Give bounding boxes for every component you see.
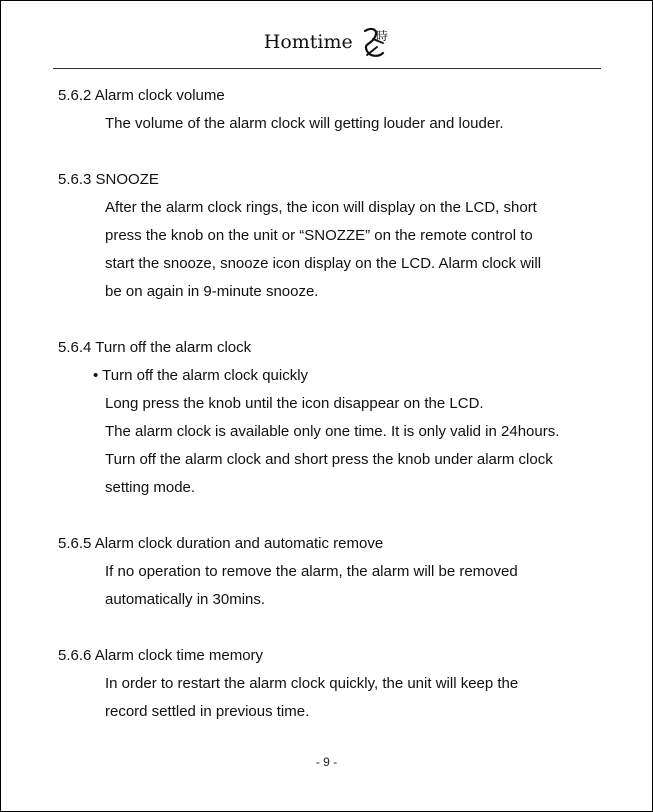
page-number: - 9 - — [315, 755, 338, 769]
logo-wordmark: Homtime — [263, 30, 353, 53]
section-text: Long press the knob until the icon disappear on the LCD. — [105, 395, 484, 412]
header-divider — [53, 68, 601, 69]
section-text: press the knob on the unit or “SNOZZE” on the remote control to — [105, 227, 533, 244]
logo-glyph: 時 — [376, 29, 389, 43]
section-heading: 5.6.6 Alarm clock time memory — [58, 647, 264, 664]
section-heading: 5.6.4 Turn off the alarm clock — [58, 339, 252, 356]
section-text: The volume of the alarm clock will getting louder and louder. — [105, 115, 504, 132]
section-heading: 5.6.2 Alarm clock volume — [58, 87, 225, 104]
logo-glyph-icon — [359, 25, 389, 66]
bullet-item: • Turn off the alarm clock quickly — [93, 367, 309, 384]
section-text: setting mode. — [105, 479, 196, 496]
brand-logo — [1, 25, 652, 63]
section-text: automatically in 30mins. — [105, 591, 266, 608]
section-text: be on again in 9-minute snooze. — [105, 283, 319, 300]
section-text: After the alarm clock rings, the icon will display on the LCD, short — [105, 199, 537, 216]
section-text: record settled in previous time. — [105, 703, 310, 720]
section-text: Turn off the alarm clock and short press the knob under alarm clock — [105, 451, 553, 468]
section-heading: 5.6.5 Alarm clock duration and automatic remove — [58, 535, 384, 552]
section-text: If no operation to remove the alarm, the alarm will be removed — [105, 563, 518, 580]
section-heading: 5.6.3 SNOOZE — [58, 171, 159, 188]
section-text: The alarm clock is available only one time. It is only valid in 24hours. — [105, 423, 560, 440]
section-text: start the snooze, snooze icon display on the LCD. Alarm clock will — [105, 255, 542, 272]
section-text: In order to restart the alarm clock quickly, the unit will keep the — [105, 675, 519, 692]
